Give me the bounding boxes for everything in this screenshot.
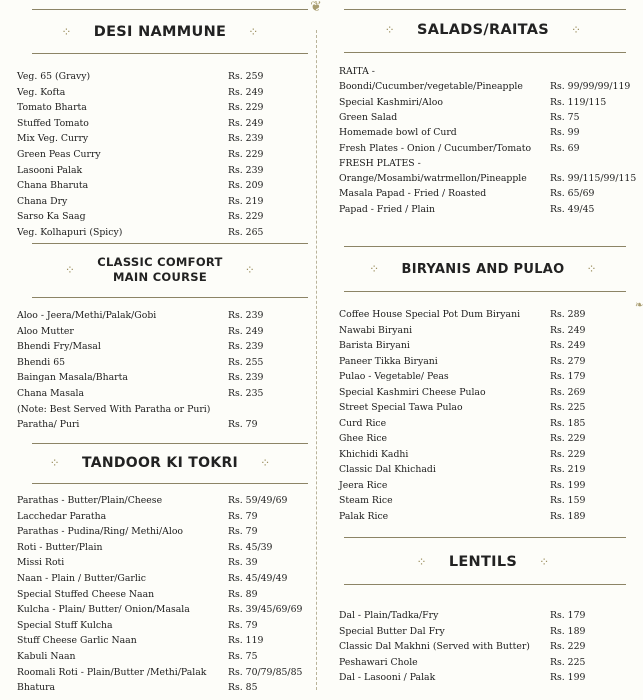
section-header-biryani <box>336 259 630 279</box>
menu-item-name: Special Kashmiri Cheese Pulao <box>339 386 486 398</box>
menu-item-name: Classic Dal Makhni (Served with Butter) <box>339 641 530 652</box>
section-title-line: MAIN COURSE <box>112 270 208 284</box>
menu-item-price: Rs. 119 <box>228 635 264 647</box>
menu-item-name: Palak Rice <box>339 510 389 522</box>
section-rule <box>32 443 308 444</box>
flourish-icon: ⁘ <box>61 25 72 39</box>
section-title: SALADS/RAITAS <box>416 22 549 38</box>
flourish-icon: ⁘ <box>244 262 256 277</box>
menu-item <box>339 203 630 217</box>
menu-item-name: Nawabi Biryani <box>339 324 413 336</box>
flourish-icon: ⁘ <box>586 262 597 276</box>
menu-item-name: Parathas - Butter/Plain/Cheese <box>17 495 163 506</box>
section-rule <box>32 53 308 54</box>
menu-item-name: Veg. 65 (Gravy) <box>17 71 91 82</box>
menu-item <box>339 609 630 623</box>
menu-item-price: Rs. 79 <box>228 419 258 431</box>
menu-item <box>17 666 306 680</box>
menu-item <box>339 187 630 201</box>
menu-item-name: Dal - Plain/Tadka/Fry <box>339 610 439 621</box>
menu-item-name: Barista Biryani <box>339 340 410 351</box>
section-rule <box>344 52 626 53</box>
menu-item-name: Peshawari Chole <box>339 656 418 668</box>
section-title: TANDOOR KI TOKRI <box>81 455 239 471</box>
menu-item-price: Rs. 229 <box>228 102 264 114</box>
menu-item-name: Green Peas Curry <box>17 149 101 160</box>
menu-item <box>339 308 630 322</box>
menu-item <box>339 324 630 338</box>
menu-item-price: Rs. 45/39 <box>228 541 273 553</box>
menu-item-name: Lacchedar Paratha <box>17 510 107 522</box>
menu-item-price: Rs. 75 <box>550 111 580 123</box>
menu-item <box>339 401 630 415</box>
flourish-icon: ⁘ <box>571 23 582 37</box>
menu-item <box>17 510 306 524</box>
menu-item-name: FRESH PLATES - <box>339 157 421 169</box>
section-title: LENTILS <box>448 554 518 570</box>
menu-item-price <box>550 157 630 171</box>
edge-ornament-icon: ❧ <box>635 300 643 311</box>
flourish-icon: ⁘ <box>384 23 395 37</box>
menu-item-price: Rs. 239 <box>228 310 264 321</box>
menu-item <box>339 625 630 639</box>
menu-item-name: Lasooni Palak <box>17 164 83 176</box>
menu-item <box>339 157 630 171</box>
menu-item <box>17 340 306 354</box>
menu-item-price: Rs. 229 <box>228 211 264 223</box>
menu-item-name: Homemade bowl of Curd <box>339 127 457 139</box>
section-header-desi <box>14 22 306 42</box>
menu-item-price: Rs. 249 <box>228 325 264 337</box>
flourish-icon: ⁘ <box>369 262 380 276</box>
menu-item <box>17 556 306 570</box>
menu-item-name: Missi Roti <box>17 557 65 569</box>
menu-item-name: Roti - Butter/Plain <box>17 541 103 553</box>
column-divider <box>316 30 317 690</box>
menu-item <box>17 418 306 432</box>
menu-item-name: Parathas - Pudina/Ring/ Methi/Aloo <box>17 526 184 538</box>
menu-item-name: Kulcha - Plain/ Butter/ Onion/Masala <box>17 604 190 616</box>
menu-item <box>339 417 630 431</box>
menu-item-price: Rs. 209 <box>228 180 264 192</box>
menu-item-name: Kabuli Naan <box>17 651 76 662</box>
menu-item <box>17 164 306 178</box>
menu-item-name: Boondi/Cucumber/vegetable/Pineapple <box>339 81 523 93</box>
menu-item-price: Rs. 255 <box>228 356 264 368</box>
menu-item-name: Bhendi Fry/Masal <box>17 341 101 353</box>
menu-item <box>17 541 306 555</box>
menu-item-name: Bhatura <box>17 682 56 694</box>
section-header-salads <box>336 20 630 40</box>
menu-item-name: Veg. Kolhapuri (Spicy) <box>17 227 123 238</box>
menu-item-price: Rs. 70/79/85/85 <box>228 666 303 678</box>
menu-item-name: Aloo Mutter <box>17 325 74 337</box>
section-title: BIRYANIS AND PULAO <box>401 261 565 277</box>
menu-item-name: Mix Veg. Curry <box>17 133 89 145</box>
menu-item-name: Chana Dry <box>17 195 68 207</box>
flourish-icon: ⁘ <box>49 456 60 470</box>
menu-item <box>339 510 630 524</box>
menu-item-price: Rs. 45/49/49 <box>228 573 288 584</box>
menu-item <box>339 80 630 94</box>
menu-item-name: Roomali Roti - Plain/Butter /Methi/Palak <box>17 666 207 678</box>
menu-item-price: Rs. 249 <box>550 324 586 336</box>
menu-item-name: Dal - Lasooni / Palak <box>339 672 436 683</box>
menu-item <box>17 132 306 146</box>
menu-item-price: Rs. 185 <box>550 417 586 429</box>
menu-item <box>339 432 630 446</box>
menu-item-name: Paneer Tikka Biryani <box>339 355 438 367</box>
menu-item-name: Baingan Masala/Bharta <box>17 372 128 384</box>
menu-item-name: Masala Papad - Fried / Roasted <box>339 188 487 200</box>
flourish-icon: ⁘ <box>260 456 271 470</box>
menu-item <box>339 65 630 79</box>
menu-item <box>17 70 306 84</box>
menu-item-price: Rs. 99/115/99/115 <box>550 173 637 185</box>
menu-item-price: Rs. 79 <box>228 510 258 522</box>
menu-item-price: Rs. 69 <box>550 142 580 154</box>
flourish-icon: ⁘ <box>248 25 259 39</box>
menu-item <box>17 210 306 224</box>
menu-item-price: Rs. 229 <box>228 149 264 160</box>
menu-item <box>17 681 306 695</box>
flourish-icon: ⁘ <box>64 262 76 277</box>
menu-item-price: Rs. 85 <box>228 682 258 694</box>
section-header-classic <box>14 253 306 287</box>
menu-item-price: Rs. 99 <box>550 127 580 139</box>
menu-item-price: Rs. 249 <box>550 340 586 351</box>
menu-item-name: (Note: Best Served With Paratha or Puri) <box>17 403 211 415</box>
menu-item-name: Stuffed Tomato <box>17 117 89 129</box>
menu-item <box>339 126 630 140</box>
menu-item-price: Rs. 259 <box>228 71 264 82</box>
menu-item <box>17 588 306 602</box>
menu-item <box>339 463 630 477</box>
menu-item-name: Steam Rice <box>339 495 393 506</box>
menu-item <box>339 479 630 493</box>
menu-item <box>17 309 306 323</box>
menu-item <box>17 371 306 385</box>
menu-item-price: Rs. 249 <box>228 86 264 98</box>
menu-item-price: Rs. 239 <box>228 372 264 384</box>
menu-item-name: Special Kashmiri/Aloo <box>339 96 443 108</box>
menu-item-name: Tomato Bharta <box>17 102 87 114</box>
menu-item <box>17 101 306 115</box>
menu-item <box>17 525 306 539</box>
section-rule <box>344 584 626 585</box>
menu-item-name: Chana Masala <box>17 388 85 399</box>
menu-item-price: Rs. 229 <box>550 433 586 444</box>
menu-item-price: Rs. 79 <box>228 619 258 631</box>
flourish-icon: ⁘ <box>416 555 427 569</box>
menu-item-price: Rs. 265 <box>228 227 264 238</box>
menu-item <box>17 650 306 664</box>
menu-item-price: Rs. 225 <box>550 656 586 668</box>
menu-item-name: Sarso Ka Saag <box>17 211 86 223</box>
section-rule <box>344 537 626 538</box>
section-header-tandoor <box>14 453 306 473</box>
menu-item <box>17 179 306 193</box>
menu-item-name: Special Butter Dal Fry <box>339 625 445 637</box>
menu-item-name: Naan - Plain / Butter/Garlic <box>17 573 146 584</box>
menu-item-price: Rs. 99/99/99/119 <box>550 81 631 93</box>
menu-item <box>17 86 306 100</box>
menu-item <box>339 142 630 156</box>
menu-item <box>339 671 630 685</box>
menu-item-price: Rs. 229 <box>550 448 586 460</box>
menu-item-name: Jeera Rice <box>339 479 388 491</box>
menu-item <box>17 572 306 586</box>
menu-item-name: Paratha/ Puri <box>17 419 80 431</box>
menu-item-name: Aloo - Jeera/Methi/Palak/Gobi <box>17 310 157 321</box>
section-rule <box>344 291 626 292</box>
menu-item-price: Rs. 49/45 <box>550 203 595 215</box>
section-rule <box>32 9 308 10</box>
menu-item-name: Fresh Plates - Onion / Cucumber/Tomato <box>339 142 532 154</box>
menu-item-name: Papad - Fried / Plain <box>339 203 435 215</box>
menu-item-name: Special Stuff Kulcha <box>17 619 113 631</box>
menu-item-price: Rs. 235 <box>228 388 264 399</box>
top-ornament-icon: ❦ <box>310 0 322 15</box>
menu-item-name: RAITA - <box>339 66 375 77</box>
menu-item-price: Rs. 225 <box>550 402 586 413</box>
section-rule <box>32 297 308 298</box>
menu-item-price: Rs. 65/69 <box>550 188 595 200</box>
section-rule <box>344 9 626 10</box>
menu-item-name: Chana Bharuta <box>17 180 89 192</box>
menu-item-price: Rs. 249 <box>228 117 264 129</box>
menu-item-name: Green Salad <box>339 111 398 123</box>
section-rule <box>32 483 308 484</box>
menu-item <box>339 656 630 670</box>
menu-item-price: Rs. 229 <box>550 641 586 652</box>
menu-item-name: Ghee Rice <box>339 433 388 444</box>
menu-item-price <box>228 403 306 417</box>
section-rule <box>344 246 626 247</box>
menu-item <box>17 603 306 617</box>
menu-item-price: Rs. 179 <box>550 610 586 621</box>
menu-item <box>17 226 306 240</box>
menu-item-price: Rs. 89 <box>228 588 258 600</box>
menu-item-name: Orange/Mosambi/watrmellon/Pineapple <box>339 173 527 185</box>
menu-item <box>339 111 630 125</box>
menu-item <box>339 640 630 654</box>
flourish-icon: ⁘ <box>539 555 550 569</box>
menu-item <box>339 96 630 110</box>
menu-item-price: Rs. 219 <box>550 464 586 475</box>
menu-item <box>339 448 630 462</box>
menu-item <box>339 172 637 186</box>
menu-item-price: Rs. 39 <box>228 557 258 569</box>
menu-item <box>17 356 306 370</box>
menu-item-name: Classic Dal Khichadi <box>339 464 436 475</box>
menu-item-price: Rs. 219 <box>228 195 264 207</box>
menu-item-price: Rs. 189 <box>550 625 586 637</box>
menu-item-price: Rs. 159 <box>550 495 586 506</box>
menu-item-price: Rs. 279 <box>550 355 586 367</box>
menu-item <box>339 494 630 508</box>
menu-item-price: Rs. 289 <box>550 309 586 320</box>
menu-item <box>17 619 306 633</box>
menu-item-price <box>550 65 630 79</box>
section-title: DESI NAMMUNE <box>93 24 227 40</box>
menu-item-name: Pulao - Vegetable/ Peas <box>339 371 449 382</box>
menu-item-price: Rs. 189 <box>550 510 586 522</box>
menu-item-price: Rs. 199 <box>550 672 586 683</box>
menu-item-price: Rs. 239 <box>228 341 264 353</box>
section-header-lentils <box>336 552 630 572</box>
menu-item-name: Coffee House Special Pot Dum Biryani <box>339 309 521 320</box>
menu-item-price: Rs. 59/49/69 <box>228 495 288 506</box>
menu-item-name: Bhendi 65 <box>17 356 66 368</box>
menu-item <box>339 386 630 400</box>
menu-item-price: Rs. 199 <box>550 479 586 491</box>
menu-item <box>17 117 306 131</box>
section-title-line: CLASSIC COMFORT <box>97 255 223 269</box>
menu-item-price: Rs. 79 <box>228 526 258 538</box>
menu-item <box>339 355 630 369</box>
menu-item <box>17 634 306 648</box>
menu-item <box>17 195 306 209</box>
menu-item <box>17 403 306 417</box>
menu-item <box>339 339 630 353</box>
menu-item-name: Khichidi Kadhi <box>339 448 409 460</box>
menu-item-price: Rs. 75 <box>228 651 258 662</box>
menu-item-name: Street Special Tawa Pulao <box>339 402 463 413</box>
menu-item <box>17 325 306 339</box>
menu-item-price: Rs. 239 <box>228 133 264 145</box>
menu-item <box>17 148 306 162</box>
menu-item-name: Veg. Kofta <box>17 86 66 98</box>
menu-item-price: Rs. 179 <box>550 371 586 382</box>
menu-item <box>17 494 306 508</box>
menu-item-price: Rs. 239 <box>228 164 264 176</box>
menu-item-price: Rs. 269 <box>550 386 586 398</box>
menu-item-name: Stuff Cheese Garlic Naan <box>17 635 137 647</box>
menu-item-price: Rs. 39/45/69/69 <box>228 604 303 616</box>
menu-item <box>339 370 630 384</box>
section-rule <box>32 243 308 244</box>
menu-item <box>17 387 306 401</box>
menu-item-name: Curd Rice <box>339 417 387 429</box>
menu-item-price: Rs. 119/115 <box>550 96 607 108</box>
menu-item-name: Special Stuffed Cheese Naan <box>17 588 155 600</box>
